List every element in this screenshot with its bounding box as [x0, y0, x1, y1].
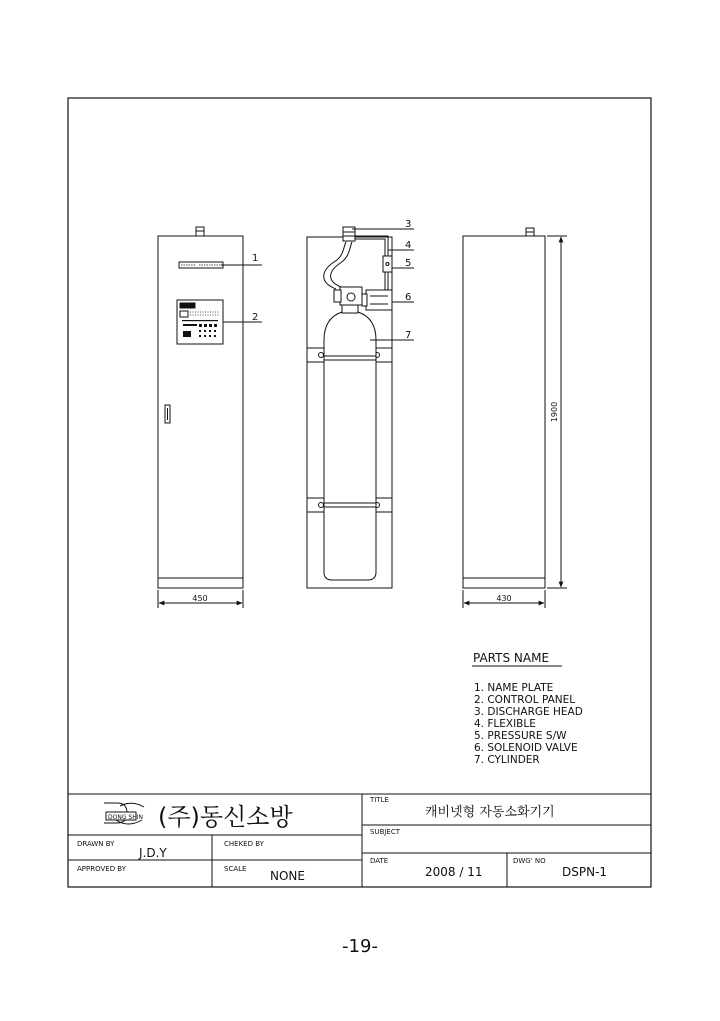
interior-view — [307, 227, 414, 588]
parts-list-item: 1. NAME PLATE — [474, 682, 554, 694]
callout-1: 1 — [252, 253, 259, 264]
parts-name-heading: PARTS NAME — [473, 651, 550, 665]
parts-list — [474, 682, 583, 766]
page-number: -19- — [342, 936, 378, 957]
cabinet-front — [158, 236, 243, 588]
parts-list-item: 5. PRESSURE S/W — [474, 730, 567, 742]
front-view — [158, 227, 262, 608]
dwg-no-value: DSPN-1 — [562, 865, 608, 879]
parts-list-item: 7. CYLINDER — [474, 754, 540, 766]
drawn-by-value: J.D.Y — [139, 846, 167, 860]
date-label: DATE — [370, 857, 389, 865]
cheked-by-label: CHEKED BY — [224, 840, 264, 848]
valve-body — [340, 287, 362, 305]
callout-7: 7 — [405, 330, 412, 341]
subject-label: SUBJECT — [370, 828, 401, 836]
title-label: TITLE — [370, 796, 389, 804]
parts-list-item: 3. DISCHARGE HEAD — [474, 706, 583, 718]
flexible-hose — [324, 242, 346, 289]
solenoid-valve — [366, 290, 392, 310]
scale-value: NONE — [270, 869, 305, 883]
dwg-no-label: DWG' NO — [513, 857, 546, 865]
title-value: 캐비넷형 자동소화기기 — [425, 805, 555, 820]
drawn-by-label: DRAWN BY — [77, 840, 115, 848]
callout-4: 4 — [405, 240, 412, 251]
dimension-side-depth: 430 — [496, 594, 512, 603]
cylinder — [324, 312, 376, 580]
approved-by-label: APPROVED BY — [77, 865, 127, 873]
dimension-front-width: 450 — [192, 594, 208, 603]
parts-list-item: 2. CONTROL PANEL — [474, 694, 576, 706]
scale-label: SCALE — [224, 865, 247, 873]
dimension-height: 1900 — [550, 401, 559, 423]
callout-3: 3 — [405, 219, 412, 230]
logo-text: DONG SHIN — [108, 814, 143, 821]
callout-2: 2 — [252, 312, 259, 323]
callout-6: 6 — [405, 292, 412, 303]
date-value: 2008 / 11 — [425, 865, 483, 879]
parts-list-item: 4. FLEXIBLE — [474, 718, 536, 730]
name-plate — [179, 262, 223, 268]
callout-5: 5 — [405, 258, 412, 269]
company-name: (주)동신소방 — [158, 803, 293, 831]
cabinet-side — [463, 236, 545, 588]
parts-list-item: 6. SOLENOID VALVE — [474, 742, 578, 754]
pressure-switch — [383, 256, 392, 272]
